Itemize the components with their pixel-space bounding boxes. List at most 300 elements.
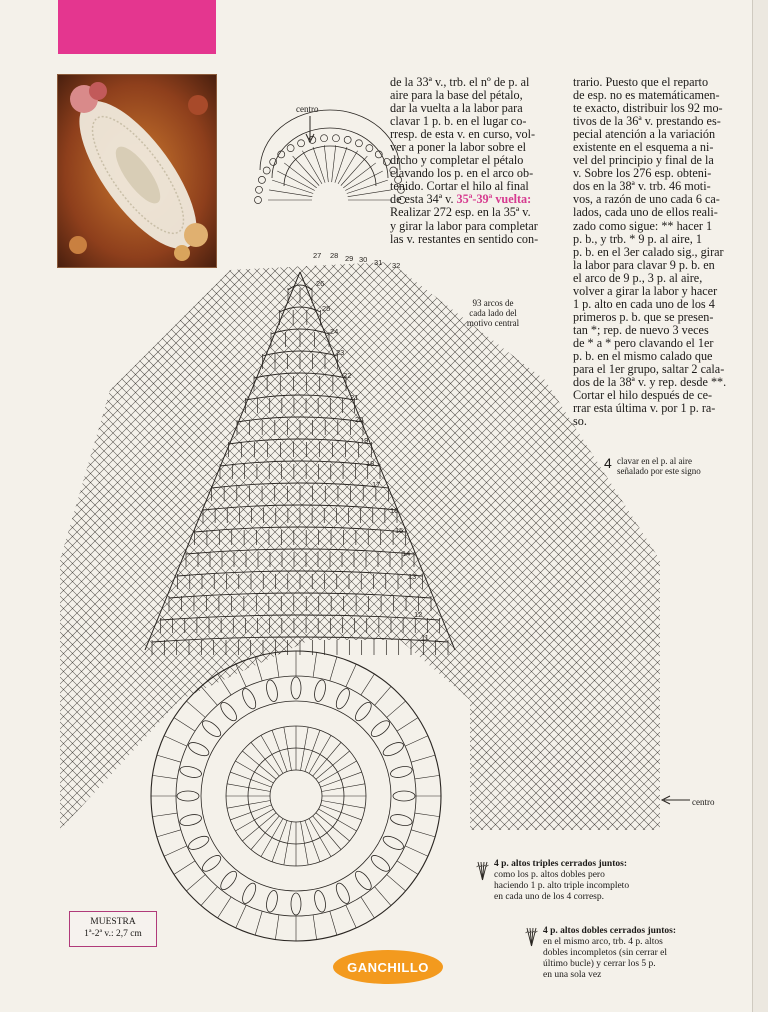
round-petal (334, 881, 353, 905)
round-number: 28 (330, 251, 339, 260)
mesh-line (542, 250, 768, 850)
round-petal (353, 869, 375, 892)
round-number: 21 (350, 393, 359, 402)
mesh-line (0, 250, 530, 850)
text-line: p. b. en el 3er calado sig., girar (573, 244, 724, 259)
text-line: existente en el esquema a ni- (573, 140, 714, 155)
round-petal (187, 740, 211, 759)
top-fan-spoke (313, 147, 325, 183)
mesh-line (236, 250, 768, 850)
outer-spoke (397, 861, 418, 875)
ganchillo-logo: GANCHILLO (333, 950, 443, 984)
mesh-line (0, 250, 116, 850)
mesh-line (182, 250, 768, 850)
mesh-line (0, 250, 143, 850)
text-line: volver a girar la labor y hacer (573, 283, 718, 298)
mesh-line (0, 250, 314, 850)
mesh-line (0, 250, 323, 850)
round-number: 19 (360, 436, 369, 445)
mesh-line (623, 250, 768, 850)
outer-spoke (397, 718, 418, 732)
round-spoke (272, 820, 287, 861)
text-line: de * a * pero clavando el 1er (573, 335, 714, 350)
mesh-line (497, 250, 768, 850)
round-petal (240, 687, 259, 711)
text-line: pecial atención a la variación (573, 127, 716, 142)
mesh-line (317, 250, 768, 850)
text-line: de esp. no es matemáticamen- (573, 88, 720, 103)
mesh-line (560, 250, 768, 850)
mesh-line (0, 250, 8, 850)
mesh-line (0, 250, 251, 850)
text-line: tan *; rep. de nuevo 3 veces (573, 322, 709, 337)
top-fan-spoke (335, 147, 347, 183)
round-petal (313, 679, 328, 703)
text-line: ver a poner la labor sobre el (390, 140, 527, 155)
mesh-line (605, 250, 768, 850)
round-petal (240, 881, 259, 905)
text-line: p. b., y trb. * 9 p. al aire, 1 (573, 231, 702, 246)
mesh-line (0, 250, 125, 850)
outer-spoke (255, 657, 262, 681)
mesh-line (0, 250, 395, 850)
text-line: so. (573, 414, 587, 429)
round-petal (200, 853, 223, 875)
round-number: 27 (313, 251, 322, 260)
text-line: rresp. de esta v. en curso, vol- (390, 127, 536, 142)
mesh-line (0, 250, 314, 850)
mesh-line (0, 250, 557, 850)
mesh-line (371, 250, 768, 850)
mesh-line (461, 250, 768, 850)
text-line: 1 p. alto en cada uno de los 4 (573, 296, 715, 311)
outer-spoke (387, 875, 406, 891)
mesh-line (0, 250, 368, 850)
mesh-line (0, 250, 26, 850)
outer-spoke (152, 775, 177, 779)
outer-spoke (375, 686, 391, 705)
mesh-line (578, 250, 768, 850)
outer-spoke (174, 861, 195, 875)
mesh-line (0, 250, 350, 850)
mesh-line (524, 250, 768, 850)
round-petal (179, 813, 203, 828)
round-number: 18 (366, 459, 375, 468)
text-line: p. b. en el mismo calado que (573, 348, 713, 363)
mesh-line (425, 250, 768, 850)
mesh-line (0, 250, 224, 850)
mesh-line (623, 250, 768, 850)
outer-spoke (330, 911, 337, 935)
text-line: dos en la 38ª v. trb. 46 moti- (573, 179, 711, 194)
text-line: dos de la 38ª v. y rep. desde **. (573, 375, 727, 390)
mesh-line (443, 250, 768, 850)
round-ring (176, 676, 416, 916)
mesh-line (362, 250, 768, 850)
picot (255, 186, 262, 193)
mesh-line (173, 250, 768, 850)
outer-spoke (275, 652, 279, 677)
mesh-line (0, 250, 62, 850)
mesh-line (191, 250, 768, 850)
round-petal (265, 679, 280, 703)
outer-spoke (405, 846, 428, 856)
text-line: drcho y completar el pétalo (390, 153, 524, 168)
clavar-symbol: 4 (604, 455, 612, 471)
mesh-line (0, 250, 161, 850)
mesh-line (0, 250, 134, 850)
round-petal (389, 765, 413, 780)
picot (298, 140, 305, 147)
outer-spoke (236, 664, 246, 687)
mesh-line (0, 250, 467, 850)
outer-spoke (157, 830, 181, 837)
mesh-line (0, 250, 89, 850)
top-fan-spoke (332, 145, 336, 182)
mesh-line (425, 250, 768, 850)
mesh-line (0, 250, 44, 850)
mesh-line (479, 250, 768, 850)
mesh-line (461, 250, 768, 850)
picot (255, 197, 262, 204)
mesh-line (398, 250, 768, 850)
picot (332, 135, 339, 142)
text-line: Cortar el hilo después de ce- (573, 388, 713, 403)
mesh-line (0, 250, 584, 850)
mesh-line (335, 250, 768, 850)
mesh-line (0, 250, 62, 850)
round-spoke (272, 730, 287, 771)
round-petal (179, 765, 203, 780)
mesh-line (434, 250, 768, 850)
mesh-line (0, 250, 152, 850)
round-number: 11 (421, 633, 429, 642)
mesh-line (0, 250, 332, 850)
round-number: 14 (402, 549, 411, 558)
legend-line: dobles incompletos (sin cerrar el (543, 948, 667, 958)
round-petal (334, 687, 353, 711)
mesh-line (0, 250, 188, 850)
text-line: primeros p. b. que se presen- (573, 309, 714, 324)
round-spoke (320, 805, 361, 820)
text-line: de la 33ª v., trb. el nº de p. al (390, 75, 530, 89)
mesh-line (191, 250, 768, 850)
outer-spoke (313, 915, 317, 940)
mesh-line (0, 250, 332, 850)
picot (270, 158, 277, 165)
mesh-line (0, 250, 269, 850)
mesh-line (641, 250, 768, 850)
mesh-line (560, 250, 768, 850)
mesh-line (0, 250, 152, 850)
outer-spoke (201, 887, 217, 906)
legend-double (543, 926, 676, 981)
round-petal (369, 718, 392, 740)
mesh-line (182, 250, 768, 850)
mesh-line (0, 250, 179, 850)
outer-spoke (275, 915, 279, 940)
mesh-line (551, 250, 768, 850)
text-line: para el 1er grupo, saltar 2 cala- (573, 362, 725, 377)
outer-spoke (330, 657, 337, 681)
mesh-line (542, 250, 768, 850)
mesh-line (632, 250, 768, 850)
mesh-line (362, 250, 768, 850)
mesh-line (515, 250, 768, 850)
round-number: 13 (408, 572, 417, 581)
legend-line: en el mismo arco, trb. 4 p. altos (543, 937, 663, 947)
round-petal (381, 834, 405, 853)
mesh-line (0, 250, 8, 850)
mesh-line (0, 250, 530, 850)
mesh-line (596, 250, 768, 850)
mesh-line (0, 250, 215, 850)
mesh-line (0, 250, 206, 850)
outer-spoke (164, 846, 187, 856)
picot (355, 140, 362, 147)
legend-title: 4 p. altos triples cerrados juntos: (494, 859, 627, 869)
mesh-line (578, 250, 768, 850)
picot (395, 176, 402, 183)
picot (321, 135, 328, 142)
text-line: lados, cada uno de ellos reali- (573, 205, 718, 220)
mesh-line (650, 250, 768, 850)
round-number: 16 (390, 506, 399, 515)
mesh-line (236, 250, 768, 850)
petal-row-arc (161, 615, 440, 620)
round-petal (291, 893, 301, 915)
text-line: tenido. Cortar el hilo al final (390, 179, 529, 194)
round-petal (313, 889, 328, 913)
picot (287, 145, 294, 152)
centro-top-label: centro (296, 104, 319, 114)
mesh-line (0, 250, 323, 850)
text-line: trario. Puesto que el reparto (573, 75, 709, 89)
round-petal (218, 700, 240, 723)
mesh-line (0, 250, 71, 850)
mesh-line (479, 250, 768, 850)
text-line: Realizar 272 esp. en la 35ª v. (390, 205, 531, 220)
outer-spoke (346, 905, 356, 928)
mesh-line (353, 250, 768, 850)
round-number: 30 (359, 255, 368, 264)
round-petal (177, 791, 199, 801)
mesh-line (0, 250, 161, 850)
legend-line: en cada uno de los 4 corresp. (494, 892, 605, 902)
outer-spoke (346, 664, 356, 687)
mesh-line (0, 250, 53, 850)
outer-spoke (255, 911, 262, 935)
round-petal (353, 700, 375, 723)
top-fan-spoke (324, 145, 328, 182)
mesh-line (632, 250, 768, 850)
text-line: clavar 1 p. b. en el lugar co- (390, 114, 527, 129)
text-line: dar la vuelta a la labor para (390, 101, 523, 116)
mesh-line (371, 250, 768, 850)
round-spoke (305, 820, 320, 861)
round-number: 23 (336, 348, 345, 357)
mesh-line (452, 250, 768, 850)
mesh-line (614, 250, 768, 850)
round-petal (369, 853, 392, 875)
mesh-line (335, 250, 768, 850)
picot (263, 167, 270, 174)
legend-title: 4 p. altos dobles cerrados juntos: (543, 926, 677, 936)
muestra-box (69, 911, 157, 947)
picot (344, 136, 351, 143)
text-line: tivos de la 36ª v. prestando es- (573, 114, 721, 129)
mesh-line (0, 250, 557, 850)
round-number: 29 (345, 254, 354, 263)
mesh-line (0, 250, 449, 850)
mesh-line (533, 250, 768, 850)
text-line: el arco de 9 p., 3 p. al aire, (573, 270, 703, 285)
mesh-line (0, 250, 197, 850)
round-petal (265, 889, 280, 913)
mesh-line (416, 250, 768, 850)
round-number: 22 (343, 371, 352, 380)
centro-right-label: centro (692, 797, 715, 807)
top-fan-arc (260, 110, 400, 170)
legend-line: haciendo 1 p. alto triple incompleto (494, 881, 630, 891)
outer-spoke (174, 718, 195, 732)
mesh-line (650, 250, 768, 850)
mesh-line (0, 250, 548, 850)
mesh-line (353, 250, 768, 850)
round-ring (151, 651, 441, 941)
round-number: 17 (372, 480, 381, 489)
outer-spoke (157, 755, 181, 762)
round-spoke (230, 805, 271, 820)
round-petal (291, 677, 301, 699)
mesh-line (299, 250, 768, 850)
round-petal (218, 869, 240, 892)
outer-spoke (415, 813, 440, 817)
round-heading: 35ª-39ª vuelta: (456, 192, 532, 207)
outer-spoke (361, 674, 375, 695)
mesh-line (0, 250, 233, 850)
outer-spoke (375, 887, 391, 906)
outer-spoke (164, 736, 187, 746)
text-line: v. Sobre los 276 esp. obteni- (573, 166, 712, 181)
mesh-line (0, 250, 269, 850)
outer-spoke (405, 736, 428, 746)
text-line: vel del principio y final de la (573, 153, 714, 168)
text-line: y girar la labor para completar (390, 218, 538, 233)
mesh-line (533, 250, 768, 850)
mesh-line (497, 250, 768, 850)
text-line: vos, a razón de uno cada 6 ca- (573, 192, 720, 207)
mesh-line (0, 250, 170, 850)
outer-spoke (201, 686, 217, 705)
round-petal (389, 813, 413, 828)
outer-spoke (236, 905, 246, 928)
picot (399, 197, 406, 204)
picot (390, 167, 397, 174)
mesh-line (0, 250, 251, 850)
mesh-line (0, 250, 548, 850)
legend-line: último bucle) y cerrar los 5 p. (543, 959, 656, 969)
mesh-line (0, 250, 395, 850)
round-number: 24 (330, 327, 339, 336)
note-line: motivo central (466, 318, 520, 328)
round-number: 12 (414, 610, 423, 619)
mesh-line (0, 250, 584, 850)
picot (398, 186, 405, 193)
mesh-line (515, 250, 768, 850)
mesh-line (434, 250, 768, 850)
mesh-line (0, 250, 368, 850)
text-line: te exacto, distribuir los 92 mo- (573, 101, 723, 116)
outer-spoke (361, 897, 375, 918)
mesh-line (380, 250, 768, 850)
mesh-line (245, 250, 768, 850)
mesh-line (0, 250, 17, 850)
mesh-line (0, 250, 26, 850)
mesh-line (0, 250, 35, 850)
mesh-line (0, 250, 224, 850)
mesh-line (254, 250, 768, 850)
muestra-value: 1ª-2ª v.: 2,7 cm (84, 929, 142, 939)
round-spoke (320, 772, 361, 787)
mesh-line (398, 250, 768, 850)
picot (366, 145, 373, 152)
mesh-line (0, 250, 125, 850)
mesh-line (0, 250, 377, 850)
mesh-line (0, 250, 215, 850)
top-fan-arc (284, 146, 376, 186)
round-number: 15 (395, 526, 404, 535)
round-petal (187, 834, 211, 853)
mesh-line (641, 250, 768, 850)
mesh-line (0, 250, 206, 850)
mesh-line (299, 250, 768, 850)
mesh-line (605, 250, 768, 850)
mesh-line (551, 250, 768, 850)
outer-spoke (313, 652, 317, 677)
mesh-line (0, 250, 35, 850)
mesh-line (596, 250, 768, 850)
mesh-line (0, 250, 17, 850)
top-fan-arc (272, 128, 388, 178)
mesh-line (0, 250, 170, 850)
mesh-line (380, 250, 768, 850)
mesh-line (0, 250, 377, 850)
outer-spoke (411, 755, 435, 762)
round-number: 20 (355, 415, 364, 424)
outer-spoke (415, 775, 440, 779)
mesh-line (452, 250, 768, 850)
mesh-line (0, 250, 107, 850)
muestra-title: MUESTRA (90, 917, 136, 927)
mesh-line (0, 250, 179, 850)
mesh-line (0, 250, 116, 850)
mesh-line (614, 250, 768, 850)
round-number: 32 (392, 261, 401, 270)
mesh-line (0, 250, 188, 850)
note-line: cada lado del (469, 308, 517, 318)
mesh-line (0, 250, 134, 850)
round-petal (200, 718, 223, 740)
picot (383, 158, 390, 165)
mesh-line (0, 250, 107, 850)
note-line: 93 arcos de (472, 298, 514, 308)
page-edge (752, 0, 768, 1012)
round-ring (270, 770, 322, 822)
text-fragment: de esta 34ª v. (390, 192, 457, 207)
round-spoke (305, 730, 320, 771)
mesh-line (443, 250, 768, 850)
